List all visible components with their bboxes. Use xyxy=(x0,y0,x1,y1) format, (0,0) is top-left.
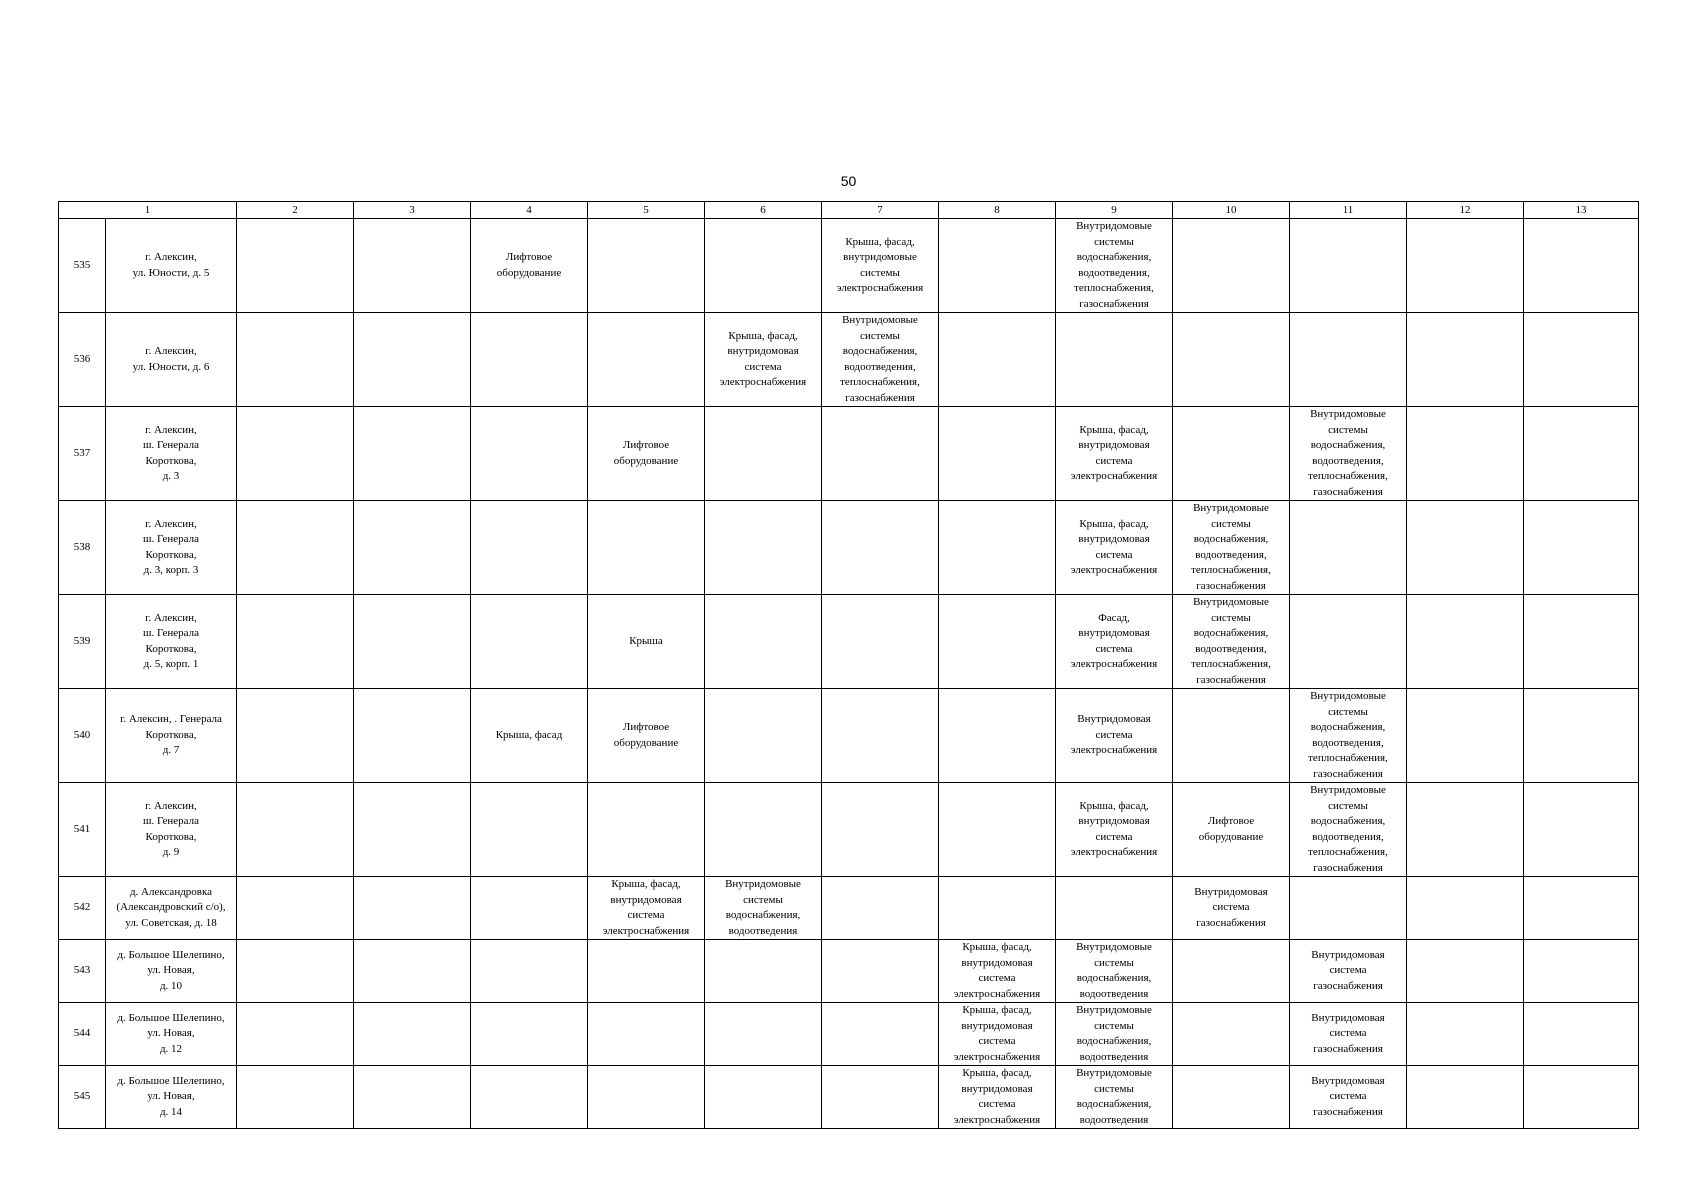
work-text: Внутридомовые системы водоснабжения, водоотведения, теплоснабжения, газоснабжения xyxy=(1308,690,1388,780)
work-cell-col-8 xyxy=(939,501,1056,595)
work-cell-col-13 xyxy=(1524,407,1639,501)
work-text: Крыша, фасад, внутридомовая система электроснабжения xyxy=(953,1004,1041,1063)
address-cell xyxy=(106,940,237,1003)
work-cell-col-11 xyxy=(1290,595,1407,689)
work-text: Лифтовое оборудование xyxy=(613,721,679,749)
work-cell-col-3 xyxy=(354,1066,471,1129)
work-cell-col-7 xyxy=(822,689,939,783)
work-cell-col-3 xyxy=(354,940,471,1003)
work-text: Крыша, фасад, внутридомовая система электроснабжения xyxy=(1070,517,1158,576)
work-cell-col-11 xyxy=(1290,1003,1407,1066)
work-cell-col-13 xyxy=(1524,313,1639,407)
address-text: г. Алексин, ш. Генерала Короткова, д. 5, корп. 1 xyxy=(143,611,199,670)
work-text: Внутридомовые системы водоснабжения, водоотведения, теплоснабжения, газоснабжения xyxy=(1074,220,1154,310)
work-cell-col-4 xyxy=(471,940,588,1003)
work-cell-col-4 xyxy=(471,407,588,501)
work-cell-col-7 xyxy=(822,1003,939,1066)
work-cell-col-2 xyxy=(237,407,354,501)
work-text: Крыша, фасад, внутридомовая система электроснабжения xyxy=(953,941,1041,1000)
table-row xyxy=(59,783,1639,877)
work-cell-col-3 xyxy=(354,501,471,595)
address-cell xyxy=(106,783,237,877)
work-cell-col-13 xyxy=(1524,219,1639,313)
work-text: Лифтовое оборудование xyxy=(496,251,562,279)
work-cell-col-2 xyxy=(237,940,354,1003)
work-text: Внутридомовые системы водоснабжения, водоотведения, теплоснабжения, газоснабжения xyxy=(840,314,920,404)
work-cell-col-5 xyxy=(588,595,705,689)
work-cell-col-10 xyxy=(1173,1066,1290,1129)
row-number-cell: 540 xyxy=(59,689,106,783)
work-cell-col-2 xyxy=(237,219,354,313)
work-cell-col-3 xyxy=(354,407,471,501)
column-header: 12 xyxy=(1407,202,1524,219)
work-cell-col-8 xyxy=(939,689,1056,783)
work-cell-col-11 xyxy=(1290,689,1407,783)
header-row xyxy=(59,202,1639,219)
work-cell-col-4 xyxy=(471,1066,588,1129)
work-cell-col-10 xyxy=(1173,313,1290,407)
work-cell-col-9 xyxy=(1056,940,1173,1003)
work-cell-col-12 xyxy=(1407,1066,1524,1129)
work-cell-col-10 xyxy=(1173,407,1290,501)
work-cell-col-12 xyxy=(1407,219,1524,313)
work-cell-col-3 xyxy=(354,595,471,689)
table-row xyxy=(59,407,1639,501)
address-cell xyxy=(106,1003,237,1066)
work-cell-col-4 xyxy=(471,595,588,689)
work-cell-col-11 xyxy=(1290,940,1407,1003)
work-text: Внутридомовая система электроснабжения xyxy=(1070,713,1158,757)
work-cell-col-6 xyxy=(705,783,822,877)
work-cell-col-11 xyxy=(1290,501,1407,595)
column-header: 11 xyxy=(1290,202,1407,219)
work-text: Крыша, фасад, внутридомовая система электроснабжения xyxy=(1070,423,1158,482)
address-text: г. Алексин, ул. Юности, д. 6 xyxy=(132,345,210,373)
row-number-cell: 537 xyxy=(59,407,106,501)
work-cell-col-12 xyxy=(1407,877,1524,940)
address-cell xyxy=(106,501,237,595)
work-cell-col-9 xyxy=(1056,501,1173,595)
work-cell-col-13 xyxy=(1524,877,1639,940)
row-number-cell: 541 xyxy=(59,783,106,877)
address-text: д. Большое Шелепино, ул. Новая, д. 14 xyxy=(117,1074,225,1118)
table-row xyxy=(59,595,1639,689)
work-cell-col-9 xyxy=(1056,407,1173,501)
work-cell-col-6 xyxy=(705,1003,822,1066)
work-cell-col-11 xyxy=(1290,1066,1407,1129)
work-cell-col-9 xyxy=(1056,595,1173,689)
column-header: 3 xyxy=(354,202,471,219)
column-header: 1 xyxy=(59,202,237,219)
work-cell-col-11 xyxy=(1290,783,1407,877)
work-cell-col-5 xyxy=(588,1066,705,1129)
work-cell-col-5 xyxy=(588,313,705,407)
row-number-cell: 544 xyxy=(59,1003,106,1066)
work-cell-col-7 xyxy=(822,501,939,595)
column-header: 8 xyxy=(939,202,1056,219)
work-cell-col-5 xyxy=(588,1003,705,1066)
work-cell-col-9 xyxy=(1056,877,1173,940)
work-cell-col-12 xyxy=(1407,595,1524,689)
work-cell-col-10 xyxy=(1173,219,1290,313)
work-cell-col-3 xyxy=(354,1003,471,1066)
work-cell-col-6 xyxy=(705,1066,822,1129)
row-number-cell: 536 xyxy=(59,313,106,407)
work-cell-col-2 xyxy=(237,877,354,940)
work-cell-col-12 xyxy=(1407,407,1524,501)
work-cell-col-13 xyxy=(1524,1003,1639,1066)
work-cell-col-10 xyxy=(1173,877,1290,940)
work-text: Внутридомовые системы водоснабжения, водоотведения, теплоснабжения, газоснабжения xyxy=(1308,784,1388,874)
work-cell-col-9 xyxy=(1056,783,1173,877)
work-cell-col-4 xyxy=(471,313,588,407)
work-cell-col-12 xyxy=(1407,501,1524,595)
work-text: Крыша, фасад xyxy=(495,728,563,741)
work-cell-col-8 xyxy=(939,219,1056,313)
work-cell-col-9 xyxy=(1056,313,1173,407)
work-cell-col-13 xyxy=(1524,689,1639,783)
work-cell-col-4 xyxy=(471,877,588,940)
work-cell-col-6 xyxy=(705,689,822,783)
address-cell xyxy=(106,877,237,940)
work-cell-col-11 xyxy=(1290,219,1407,313)
work-cell-col-12 xyxy=(1407,689,1524,783)
work-cell-col-7 xyxy=(822,313,939,407)
work-cell-col-4 xyxy=(471,689,588,783)
address-text: г. Алексин, ул. Юности, д. 5 xyxy=(132,251,210,279)
work-cell-col-12 xyxy=(1407,1003,1524,1066)
work-text: Крыша, фасад, внутридомовая система электроснабжения xyxy=(1070,799,1158,858)
table-row xyxy=(59,313,1639,407)
work-cell-col-8 xyxy=(939,595,1056,689)
work-text: Крыша xyxy=(629,634,663,647)
work-cell-col-8 xyxy=(939,1003,1056,1066)
work-text: Внутридомовые системы водоснабжения, водоотведения xyxy=(1076,1067,1152,1126)
address-cell xyxy=(106,595,237,689)
address-text: д. Большое Шелепино, ул. Новая, д. 12 xyxy=(117,1011,225,1055)
table-row xyxy=(59,689,1639,783)
work-cell-col-9 xyxy=(1056,219,1173,313)
work-cell-col-5 xyxy=(588,689,705,783)
work-text: Внутридомовая система газоснабжения xyxy=(1311,1074,1385,1118)
work-cell-col-6 xyxy=(705,313,822,407)
work-text: Крыша, фасад, внутридомовые системы электроснабжения xyxy=(836,235,924,294)
work-cell-col-5 xyxy=(588,407,705,501)
work-cell-col-4 xyxy=(471,219,588,313)
work-cell-col-9 xyxy=(1056,1003,1173,1066)
address-text: г. Алексин, ш. Генерала Короткова, д. 3, корп. 3 xyxy=(143,517,199,576)
work-cell-col-8 xyxy=(939,1066,1056,1129)
column-header: 6 xyxy=(705,202,822,219)
column-header: 2 xyxy=(237,202,354,219)
address-text: г. Алексин, ш. Генерала Короткова, д. 9 xyxy=(143,799,199,858)
work-cell-col-7 xyxy=(822,783,939,877)
work-text: Внутридомовая система газоснабжения xyxy=(1311,948,1385,992)
address-cell xyxy=(106,219,237,313)
work-cell-col-13 xyxy=(1524,1066,1639,1129)
column-header: 10 xyxy=(1173,202,1290,219)
work-text: Внутридомовая система газоснабжения xyxy=(1194,885,1268,929)
work-cell-col-12 xyxy=(1407,940,1524,1003)
work-cell-col-5 xyxy=(588,940,705,1003)
work-cell-col-13 xyxy=(1524,783,1639,877)
work-cell-col-3 xyxy=(354,313,471,407)
address-cell xyxy=(106,689,237,783)
work-cell-col-11 xyxy=(1290,877,1407,940)
table-row xyxy=(59,1066,1639,1129)
work-cell-col-6 xyxy=(705,940,822,1003)
work-cell-col-3 xyxy=(354,689,471,783)
work-cell-col-9 xyxy=(1056,1066,1173,1129)
work-cell-col-13 xyxy=(1524,940,1639,1003)
table-row xyxy=(59,877,1639,940)
table-row xyxy=(59,1003,1639,1066)
work-cell-col-5 xyxy=(588,783,705,877)
work-cell-col-7 xyxy=(822,595,939,689)
work-cell-col-12 xyxy=(1407,783,1524,877)
work-cell-col-10 xyxy=(1173,689,1290,783)
work-cell-col-2 xyxy=(237,689,354,783)
table-row xyxy=(59,219,1639,313)
work-text: Внутридомовые системы водоснабжения, водоотведения, теплоснабжения, газоснабжения xyxy=(1191,502,1271,592)
table-row xyxy=(59,501,1639,595)
address-text: г. Алексин, . Генерала Короткова, д. 7 xyxy=(120,713,222,757)
work-cell-col-2 xyxy=(237,1066,354,1129)
work-text: Внутридомовые системы водоснабжения, водоотведения, теплоснабжения, газоснабжения xyxy=(1308,408,1388,498)
work-cell-col-13 xyxy=(1524,501,1639,595)
row-number-cell: 543 xyxy=(59,940,106,1003)
work-cell-col-11 xyxy=(1290,313,1407,407)
work-cell-col-6 xyxy=(705,595,822,689)
repair-schedule-table xyxy=(58,201,1639,1129)
work-text: Крыша, фасад, внутридомовая система электроснабжения xyxy=(602,878,690,937)
work-cell-col-5 xyxy=(588,877,705,940)
work-cell-col-8 xyxy=(939,783,1056,877)
work-cell-col-3 xyxy=(354,877,471,940)
work-text: Крыша, фасад, внутридомовая система электроснабжения xyxy=(719,329,807,388)
work-text: Крыша, фасад, внутридомовая система электроснабжения xyxy=(953,1067,1041,1126)
work-cell-col-6 xyxy=(705,501,822,595)
work-text: Внутридомовые системы водоснабжения, водоотведения xyxy=(1076,1004,1152,1063)
work-cell-col-2 xyxy=(237,783,354,877)
row-number-cell: 538 xyxy=(59,501,106,595)
work-cell-col-6 xyxy=(705,407,822,501)
work-cell-col-10 xyxy=(1173,940,1290,1003)
table-row xyxy=(59,940,1639,1003)
work-text: Внутридомовые системы водоснабжения, водоотведения xyxy=(725,878,801,937)
work-cell-col-9 xyxy=(1056,689,1173,783)
work-cell-col-4 xyxy=(471,501,588,595)
work-cell-col-13 xyxy=(1524,595,1639,689)
work-cell-col-3 xyxy=(354,783,471,877)
work-cell-col-5 xyxy=(588,219,705,313)
work-cell-col-7 xyxy=(822,219,939,313)
work-cell-col-11 xyxy=(1290,407,1407,501)
work-cell-col-12 xyxy=(1407,313,1524,407)
work-cell-col-8 xyxy=(939,877,1056,940)
work-text: Фасад, внутридомовая система электроснабжения xyxy=(1070,611,1158,670)
work-cell-col-3 xyxy=(354,219,471,313)
row-number-cell: 545 xyxy=(59,1066,106,1129)
work-cell-col-2 xyxy=(237,501,354,595)
work-text: Внутридомовые системы водоснабжения, водоотведения xyxy=(1076,941,1152,1000)
work-cell-col-5 xyxy=(588,501,705,595)
address-text: г. Алексин, ш. Генерала Короткова, д. 3 xyxy=(143,423,199,482)
address-text: д. Александровка (Александровский с/о), ул. Советская, д. 18 xyxy=(116,885,226,929)
column-header: 5 xyxy=(588,202,705,219)
table-body xyxy=(59,219,1639,1129)
work-cell-col-10 xyxy=(1173,1003,1290,1066)
address-cell xyxy=(106,313,237,407)
row-number-cell: 542 xyxy=(59,877,106,940)
work-cell-col-2 xyxy=(237,313,354,407)
work-text: Лифтовое оборудование xyxy=(613,439,679,467)
column-header: 13 xyxy=(1524,202,1639,219)
work-text: Внутридомовая система газоснабжения xyxy=(1311,1011,1385,1055)
address-cell xyxy=(106,1066,237,1129)
page-number: 50 xyxy=(840,173,857,189)
work-text: Внутридомовые системы водоснабжения, водоотведения, теплоснабжения, газоснабжения xyxy=(1191,596,1271,686)
work-cell-col-4 xyxy=(471,783,588,877)
work-cell-col-6 xyxy=(705,877,822,940)
work-cell-col-2 xyxy=(237,1003,354,1066)
work-text: Лифтовое оборудование xyxy=(1198,815,1264,843)
work-cell-col-8 xyxy=(939,313,1056,407)
work-cell-col-2 xyxy=(237,595,354,689)
work-cell-col-7 xyxy=(822,407,939,501)
address-cell xyxy=(106,407,237,501)
work-cell-col-10 xyxy=(1173,501,1290,595)
work-cell-col-10 xyxy=(1173,783,1290,877)
work-cell-col-8 xyxy=(939,407,1056,501)
row-number-cell: 535 xyxy=(59,219,106,313)
work-cell-col-4 xyxy=(471,1003,588,1066)
column-header: 9 xyxy=(1056,202,1173,219)
work-cell-col-6 xyxy=(705,219,822,313)
work-cell-col-8 xyxy=(939,940,1056,1003)
work-cell-col-10 xyxy=(1173,595,1290,689)
work-cell-col-7 xyxy=(822,940,939,1003)
work-cell-col-7 xyxy=(822,1066,939,1129)
row-number-cell: 539 xyxy=(59,595,106,689)
column-header: 4 xyxy=(471,202,588,219)
address-text: д. Большое Шелепино, ул. Новая, д. 10 xyxy=(117,948,225,992)
column-header: 7 xyxy=(822,202,939,219)
work-cell-col-7 xyxy=(822,877,939,940)
